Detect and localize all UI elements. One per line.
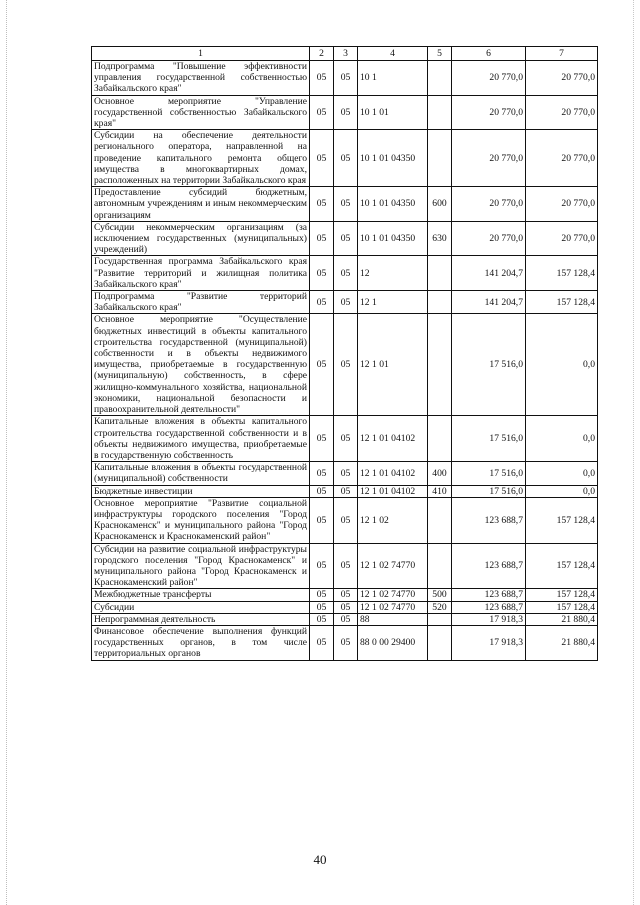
expense-type-cell [428,613,452,625]
target-article-cell: 12 1 01 [358,314,428,416]
expense-type-cell [428,497,452,543]
amount-year1-cell: 17 516,0 [452,485,526,497]
amount-year2-cell: 21 880,4 [526,625,598,660]
header-cell: 3 [334,47,358,61]
header-cell: 5 [428,47,452,61]
amount-year2-cell: 157 128,4 [526,543,598,589]
target-article-cell: 12 1 01 04102 [358,485,428,497]
amount-year1-cell: 20 770,0 [452,187,526,222]
amount-year2-cell: 157 128,4 [526,291,598,314]
expense-type-cell [428,291,452,314]
subsection-code-cell: 05 [334,601,358,613]
subsection-code-cell: 05 [334,221,358,256]
section-code-cell: 05 [310,95,334,130]
amount-year1-cell: 141 204,7 [452,291,526,314]
target-article-cell: 12 1 02 74770 [358,543,428,589]
subsection-code-cell: 05 [334,314,358,416]
subsection-code-cell: 05 [334,625,358,660]
amount-year2-cell: 20 770,0 [526,187,598,222]
amount-year2-cell: 0,0 [526,416,598,462]
table-row [92,497,598,543]
row-name-cell: Подпрограмма "Развитие территорий Забайкальского края" [92,291,310,314]
section-code-cell: 05 [310,613,334,625]
subsection-code-cell: 05 [334,187,358,222]
amount-year1-cell: 20 770,0 [452,130,526,187]
expense-type-cell [428,543,452,589]
section-code-cell: 05 [310,314,334,416]
row-name-cell: Основное мероприятие "Управление государственной собственностью Забайкальского края" [92,95,310,130]
target-article-cell: 12 1 [358,291,428,314]
subsection-code-cell: 05 [334,485,358,497]
amount-year1-cell: 123 688,7 [452,601,526,613]
table-row [92,130,598,187]
amount-year2-cell: 20 770,0 [526,61,598,96]
amount-year2-cell: 0,0 [526,485,598,497]
amount-year1-cell: 17 516,0 [452,462,526,485]
expense-type-cell [428,625,452,660]
subsection-code-cell: 05 [334,291,358,314]
budget-table [91,46,598,661]
target-article-cell: 12 1 01 04102 [358,462,428,485]
expense-type-cell [428,256,452,291]
section-code-cell: 05 [310,291,334,314]
row-name-cell: Непрограммная деятельность [92,613,310,625]
amount-year2-cell: 157 128,4 [526,256,598,291]
target-article-cell: 10 1 [358,61,428,96]
table-row [92,485,598,497]
expense-type-cell: 630 [428,221,452,256]
amount-year2-cell: 21 880,4 [526,613,598,625]
section-code-cell: 05 [310,61,334,96]
subsection-code-cell: 05 [334,497,358,543]
amount-year1-cell: 17 918,3 [452,613,526,625]
amount-year1-cell: 17 918,3 [452,625,526,660]
scan-edge-left [6,0,7,905]
amount-year1-cell: 123 688,7 [452,497,526,543]
target-article-cell: 12 [358,256,428,291]
scan-edge-right [633,0,634,905]
amount-year1-cell: 123 688,7 [452,589,526,601]
amount-year2-cell: 20 770,0 [526,221,598,256]
subsection-code-cell: 05 [334,61,358,96]
target-article-cell: 10 1 01 04350 [358,130,428,187]
header-cell: 2 [310,47,334,61]
expense-type-cell [428,61,452,96]
table-row [92,187,598,222]
row-name-cell: Субсидии на развитие социальной инфраструктуры городского поселения "Город Краснокаменск" и муниципального района "Город Краснокаменск и Краснокаменский район" [92,543,310,589]
amount-year1-cell: 17 516,0 [452,314,526,416]
amount-year1-cell: 20 770,0 [452,221,526,256]
subsection-code-cell: 05 [334,462,358,485]
amount-year2-cell: 157 128,4 [526,497,598,543]
section-code-cell: 05 [310,130,334,187]
amount-year2-cell: 0,0 [526,462,598,485]
subsection-code-cell: 05 [334,589,358,601]
target-article-cell: 10 1 01 [358,95,428,130]
section-code-cell: 05 [310,416,334,462]
row-name-cell: Финансовое обеспечение выполнения функций государственных органов, в том числе территориальных органов [92,625,310,660]
table-row [92,589,598,601]
subsection-code-cell: 05 [334,416,358,462]
amount-year1-cell: 17 516,0 [452,416,526,462]
table-row [92,416,598,462]
subsection-code-cell: 05 [334,543,358,589]
target-article-cell: 10 1 01 04350 [358,221,428,256]
expense-type-cell: 500 [428,589,452,601]
table-row [92,543,598,589]
section-code-cell: 05 [310,485,334,497]
section-code-cell: 05 [310,187,334,222]
row-name-cell: Бюджетные инвестиции [92,485,310,497]
row-name-cell: Субсидии некоммерческим организациям (за исключением государственных (муниципальных) учреждений) [92,221,310,256]
row-name-cell: Предоставление субсидий бюджетным, автономным учреждениям и иным некоммерческим организациям [92,187,310,222]
section-code-cell: 05 [310,543,334,589]
section-code-cell: 05 [310,589,334,601]
subsection-code-cell: 05 [334,613,358,625]
table-row [92,601,598,613]
subsection-code-cell: 05 [334,130,358,187]
table-row [92,462,598,485]
amount-year2-cell: 157 128,4 [526,589,598,601]
header-cell: 7 [526,47,598,61]
section-code-cell: 05 [310,497,334,543]
target-article-cell: 12 1 02 [358,497,428,543]
row-name-cell: Государственная программа Забайкальского края "Развитие территорий и жилищная политика Забайкальского края" [92,256,310,291]
expense-type-cell: 410 [428,485,452,497]
expense-type-cell: 520 [428,601,452,613]
target-article-cell: 12 1 02 74770 [358,589,428,601]
table-row [92,625,598,660]
table-row [92,314,598,416]
expense-type-cell: 600 [428,187,452,222]
subsection-code-cell: 05 [334,95,358,130]
row-name-cell: Подпрограмма "Повышение эффективности управления государственной собственностью Забайкальского края" [92,61,310,96]
row-name-cell: Основное мероприятие "Развитие социальной инфраструктуры городского поселения "Город Краснокаменск" и муниципального района "Город Краснокаменск и Краснокаменский район" [92,497,310,543]
target-article-cell: 88 [358,613,428,625]
table-row [92,221,598,256]
table-row [92,61,598,96]
section-code-cell: 05 [310,221,334,256]
table-row [92,95,598,130]
header-cell: 6 [452,47,526,61]
amount-year1-cell: 123 688,7 [452,543,526,589]
table-row [92,613,598,625]
row-name-cell: Субсидии [92,601,310,613]
target-article-cell: 10 1 01 04350 [358,187,428,222]
table-body [92,47,598,661]
row-name-cell: Капитальные вложения в объекты государственной (муниципальной) собственности [92,462,310,485]
target-article-cell: 12 1 01 04102 [358,416,428,462]
row-name-cell: Субсидии на обеспечение деятельности регионального оператора, направленной на проведение капитального ремонта общего имущества в многоквартирных домах, расположенных на территории Забайкальского края [92,130,310,187]
expense-type-cell [428,314,452,416]
amount-year2-cell: 0,0 [526,314,598,416]
amount-year1-cell: 20 770,0 [452,95,526,130]
header-cell: 1 [92,47,310,61]
expense-type-cell [428,130,452,187]
section-code-cell: 05 [310,625,334,660]
header-row [92,47,598,61]
expense-type-cell [428,416,452,462]
row-name-cell: Основное мероприятие "Осуществление бюджетных инвестиций в объекты капитального строительства государственной (муниципальной) собственности и в объекты недвижимого имущества, приобретаемые в государственную (муниципальную) собственность, в сфере жилищно-коммунального хозяйства, национальной экономики, национальной безопасности и правоохранительной деятельности" [92,314,310,416]
row-name-cell: Межбюджетные трансферты [92,589,310,601]
amount-year2-cell: 20 770,0 [526,95,598,130]
section-code-cell: 05 [310,462,334,485]
expense-type-cell [428,95,452,130]
page-number: 40 [313,852,327,867]
row-name-cell: Капитальные вложения в объекты капитального строительства государственной собственности и в объекты недвижимого имущества, приобретаемые в государственную собственность [92,416,310,462]
table-row [92,291,598,314]
amount-year2-cell: 157 128,4 [526,601,598,613]
amount-year1-cell: 141 204,7 [452,256,526,291]
target-article-cell: 88 0 00 29400 [358,625,428,660]
expense-type-cell: 400 [428,462,452,485]
target-article-cell: 12 1 02 74770 [358,601,428,613]
subsection-code-cell: 05 [334,256,358,291]
amount-year2-cell: 20 770,0 [526,130,598,187]
section-code-cell: 05 [310,256,334,291]
table-row [92,256,598,291]
amount-year1-cell: 20 770,0 [452,61,526,96]
header-cell: 4 [358,47,428,61]
section-code-cell: 05 [310,601,334,613]
